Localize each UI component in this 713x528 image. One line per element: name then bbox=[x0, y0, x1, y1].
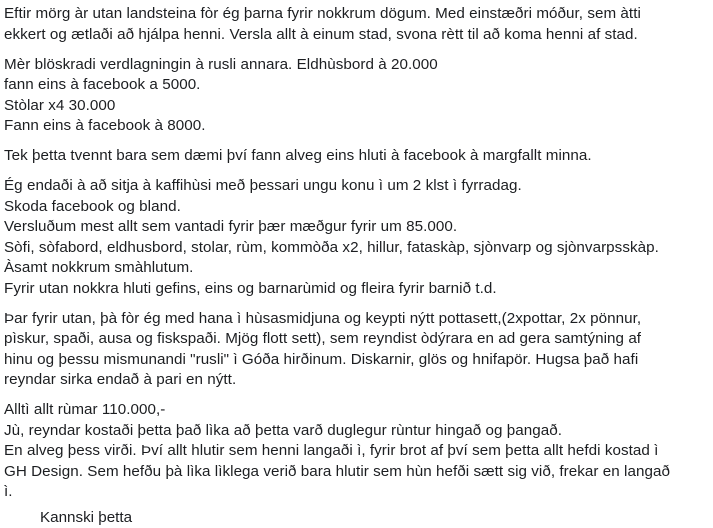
post-line: Ég endaði à að sitja à kaffihùsi með þessari ungu konu ì um 2 klst ì fyrradag. bbox=[4, 177, 522, 194]
cutoff-text: Kannski þetta bbox=[40, 509, 133, 526]
post-line: Jù, reyndar kostaði þetta það lìka að þetta varð duglegur rùntur hingað og þangað. bbox=[4, 421, 562, 439]
post-body bbox=[4, 4, 711, 512]
cutoff-text-line bbox=[40, 509, 160, 528]
post-line: Versluðum mest allt sem vantadi fyrir þær mæðgur fyrir um 85.000. bbox=[4, 218, 458, 235]
post-paragraph bbox=[4, 4, 711, 45]
post-line: Sòfi, sòfabord, eldhusbord, stolar, rùm, kommòða x2, hillur, fataskàp, sjònvarp og sjònvarpsskàp. bbox=[4, 238, 659, 256]
post-paragraph bbox=[4, 176, 711, 299]
post-line: Þar fyrir utan, þà fòr ég med hana ì hùsasmidjuna og keypti nýtt pottasett,(2xpottar, 2x pönnur, bbox=[4, 309, 642, 327]
post-paragraph bbox=[4, 146, 711, 167]
post-line: hinu og þessu mismunandi "rusli" ì Góða hirðinum. Diskarnir, glös og hnifapör. Hugsa það hafi bbox=[4, 350, 639, 368]
post-line: En alveg þess virði. Því allt hlutir sem henni langaði ì, fyrir brot af því sem þetta allt hefdi kostad ì bbox=[4, 442, 659, 459]
post-line: reyndar sirka endað à pari en nýtt. bbox=[4, 371, 237, 388]
post-line: Stòlar x4 30.000 bbox=[4, 96, 116, 114]
post-line: Tek þetta tvennt bara sem dæmi því fann alveg eins hluti à facebook à margfallt minna. bbox=[4, 147, 592, 164]
post-paragraph bbox=[4, 400, 711, 503]
post-paragraph bbox=[4, 309, 711, 391]
post-line: GH Design. Sem hefðu þà lìka lìklega verið bara hlutir sem hùn hefði sætt sig við, frekar en langað bbox=[4, 462, 670, 480]
post-line: pìskur, spaði, ausa og fiskspaði. Mjög flott sett), sem reyndist òdýrara en ad gera samtýning af bbox=[4, 330, 642, 347]
post-line: Eftir mörg àr utan landsteina fòr ég þarna fyrir nokkrum dögum. Med einstæðri móður, sem àtti bbox=[4, 5, 641, 22]
post-line: fann eins à facebook a 5000. bbox=[4, 76, 201, 93]
post-line: Skoda facebook og bland. bbox=[4, 197, 181, 215]
post-line: ì. bbox=[4, 483, 13, 500]
post-line: Fyrir utan nokkra hluti gefins, eins og barnarùmid og fleira fyrir barnið t.d. bbox=[4, 279, 497, 297]
post-paragraph bbox=[4, 55, 711, 137]
post-line: Mèr blöskradi verdlagningin à rusli annara. Eldhùsbord à 20.000 bbox=[4, 55, 438, 73]
post-line: ekkert og ætlaði að hjálpa henni. Versla allt à einum stad, svona rètt til að koma henni af stad. bbox=[4, 25, 638, 43]
post-line: Fann eins à facebook à 8000. bbox=[4, 117, 206, 134]
post-line: Alltì allt rùmar 110.000,- bbox=[4, 401, 166, 418]
post-line: Àsamt nokkrum smàhlutum. bbox=[4, 259, 194, 276]
